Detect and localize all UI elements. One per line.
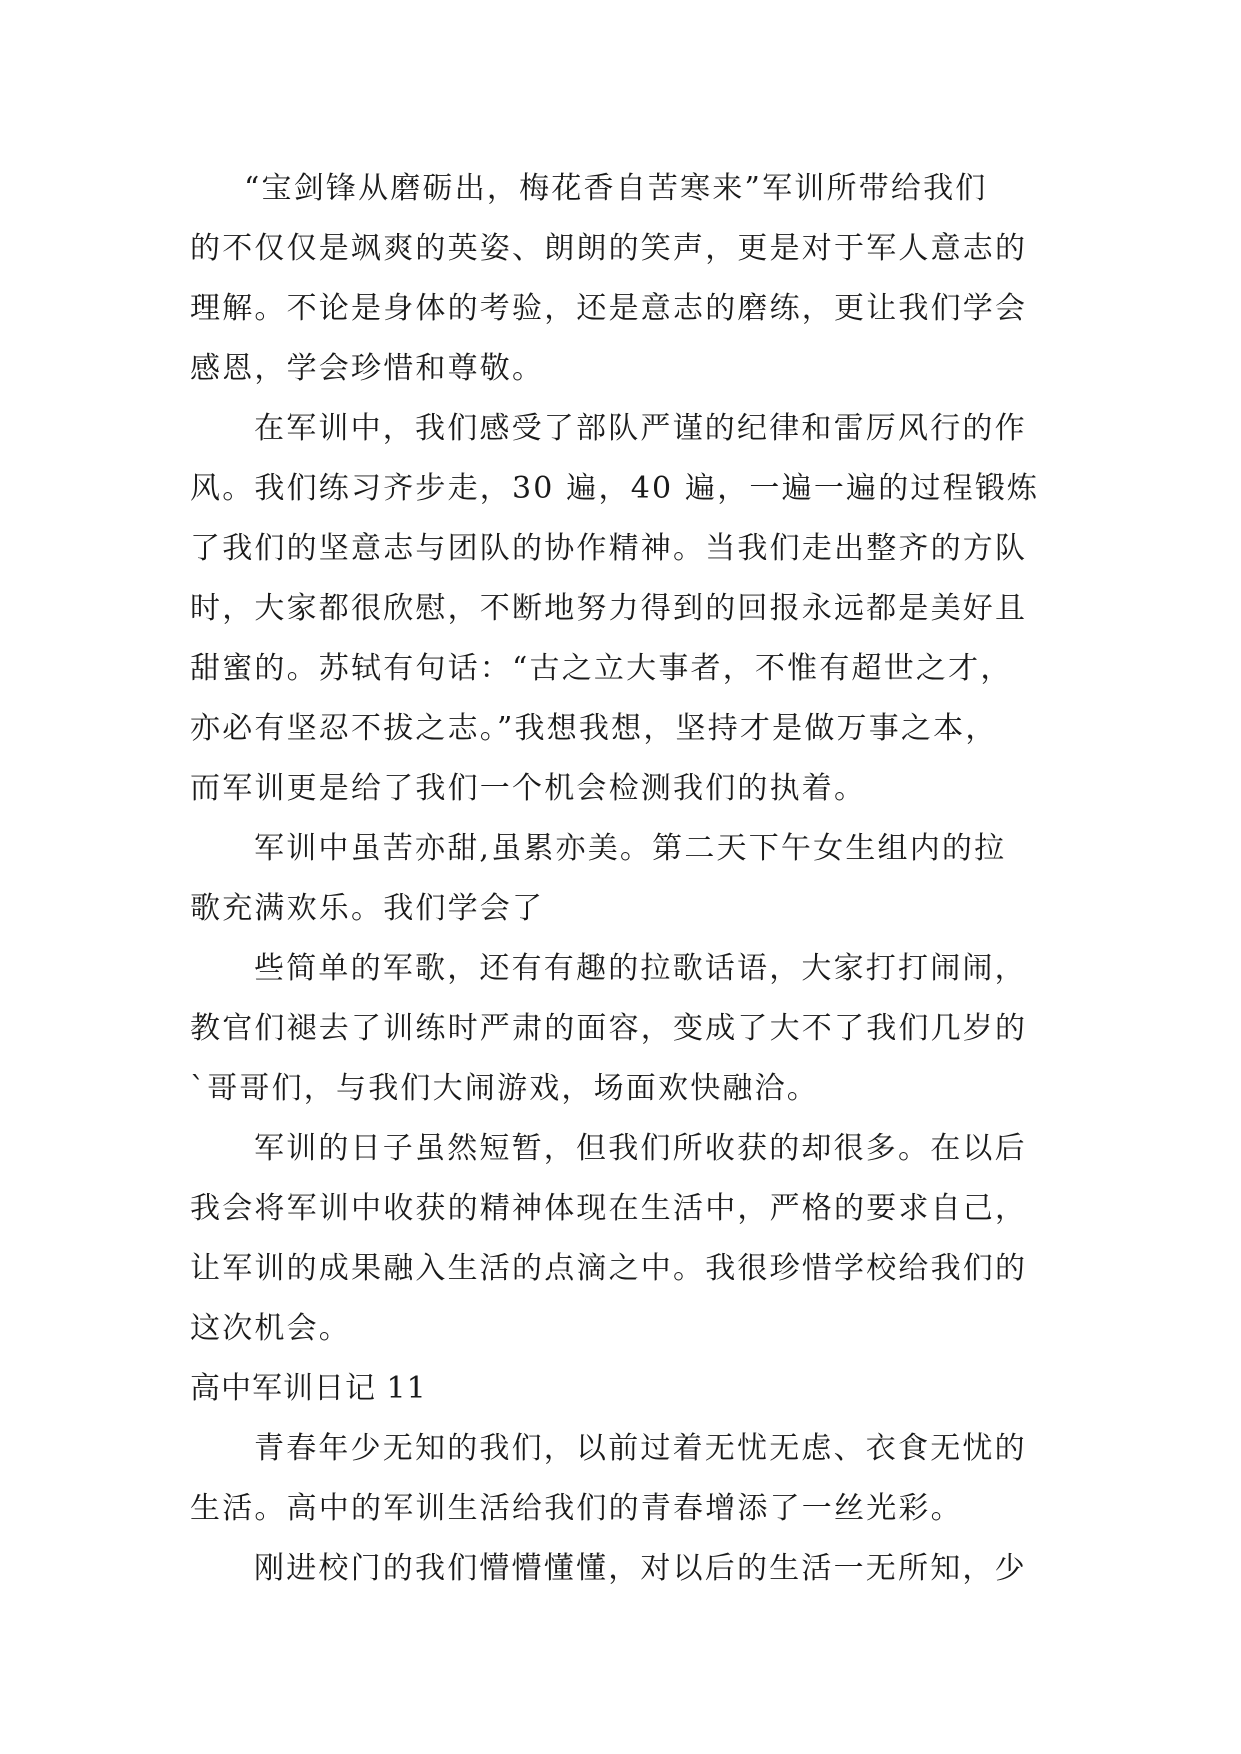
- section-heading: 高中军训日记 11: [190, 1371, 427, 1406]
- document-body: [190, 159, 1070, 1599]
- paragraph-5-line-2: 我会将军训中收获的精神体现在生活中，严格的要求自己，: [190, 1191, 1028, 1226]
- paragraph-4-line-2: 教官们褪去了训练时严肃的面容，变成了大不了我们几岁的: [190, 1011, 1028, 1046]
- paragraph-5-line-4: 这次机会。: [190, 1311, 351, 1346]
- paragraph-6-line-2: 生活。高中的军训生活给我们的青春增添了一丝光彩。: [190, 1491, 963, 1526]
- paragraph-1-line-4: 感恩，学会珍惜和尊敬。: [190, 351, 545, 386]
- paragraph-2-line-2: 风。我们练习齐步走，30 遍，40 遍，一遍一遍的过程锻炼: [190, 471, 1040, 506]
- paragraph-2-line-6: 亦必有坚忍不拔之志。”我想我想，坚持才是做万事之本，: [190, 711, 998, 746]
- paragraph-5-line-3: 让军训的成果融入生活的点滴之中。我很珍惜学校给我们的: [190, 1251, 1028, 1286]
- paragraph-4-line-3: `哥哥们，与我们大闹游戏，场面欢快融洽。: [190, 1071, 819, 1106]
- paragraph-1-line-2: 的不仅仅是飒爽的英姿、朗朗的笑声，更是对于军人意志的: [190, 231, 1028, 266]
- paragraph-4-line-1: 些简单的军歌，还有有趣的拉歌话语，大家打打闹闹，: [254, 951, 1027, 986]
- paragraph-2-line-1: 在军训中，我们感受了部队严谨的纪律和雷厉风行的作: [254, 411, 1027, 446]
- paragraph-7-line-1: 刚进校门的我们懵懵懂懂，对以后的生活一无所知，少: [254, 1551, 1027, 1586]
- paragraph-2-line-4: 时，大家都很欣慰，不断地努力得到的回报永远都是美好且: [190, 591, 1028, 626]
- paragraph-1-line-1: “宝剑锋从磨砺出，梅花香自苦寒来”军训所带给我们: [244, 171, 988, 206]
- paragraph-3-line-2: 歌充满欢乐。我们学会了: [190, 891, 545, 926]
- paragraph-6-line-1: 青春年少无知的我们，以前过着无忧无虑、衣食无忧的: [254, 1431, 1027, 1466]
- paragraph-1-line-3: 理解。不论是身体的考验，还是意志的磨练，更让我们学会: [190, 291, 1028, 326]
- paragraph-2-line-7: 而军训更是给了我们一个机会检测我们的执着。: [190, 771, 867, 806]
- paragraph-5-line-1: 军训的日子虽然短暂，但我们所收获的却很多。在以后: [254, 1131, 1027, 1166]
- paragraph-2-line-5: 甜蜜的。苏轼有句话：“古之立大事者，不惟有超世之才，: [190, 651, 1013, 686]
- paragraph-3-line-1: 军训中虽苦亦甜,虽累亦美。第二天下午女生组内的拉: [254, 831, 1007, 866]
- paragraph-2-line-3: 了我们的坚意志与团队的协作精神。当我们走出整齐的方队: [190, 531, 1028, 566]
